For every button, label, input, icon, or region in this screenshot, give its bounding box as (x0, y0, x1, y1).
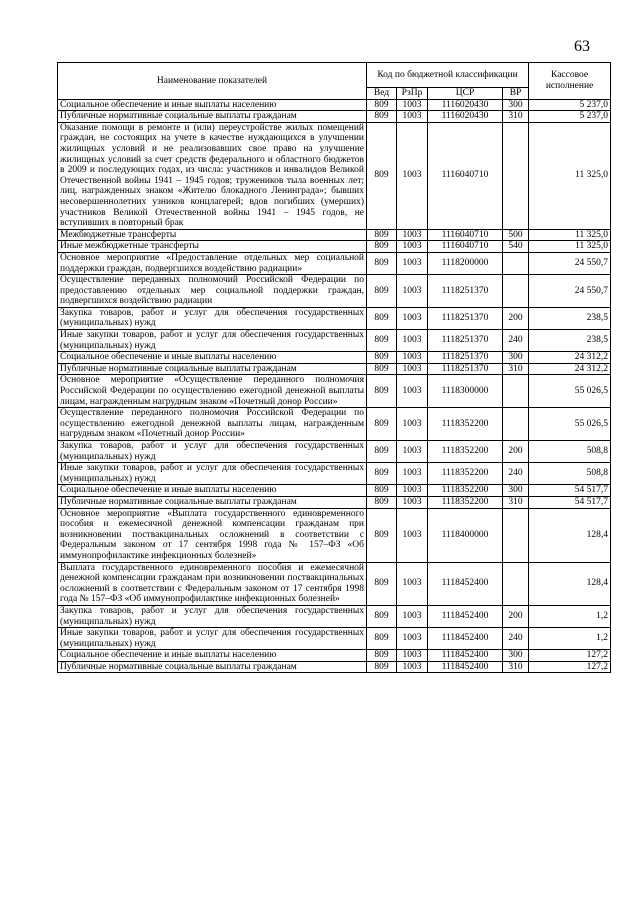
cell-sum: 508,8 (529, 463, 611, 485)
cell-ved: 809 (367, 463, 397, 485)
cell-csr: 1116040710 (428, 241, 503, 253)
cell-rzpr: 1003 (397, 628, 428, 650)
table-row (58, 605, 611, 627)
cell-csr: 1118352200 (428, 441, 503, 463)
cell-rzpr: 1003 (397, 441, 428, 463)
cell-vr (503, 508, 529, 562)
table-row (58, 408, 611, 441)
cell-ved: 809 (367, 375, 397, 408)
cell-rzpr: 1003 (397, 352, 428, 364)
cell-vr: 500 (503, 229, 529, 241)
cell-ved: 809 (367, 275, 397, 308)
cell-rzpr: 1003 (397, 375, 428, 408)
cell-name: Оказание помощи в ремонте и (или) переустройстве жилых помещений граждан, не состоящих на учете в качестве нуждающихся в улучшении жилищных условий и не реализовавших свое право на улучшение жилищных условий за счет средств федерального и областного бюджетов в 2009 и последующих годах, из числа: участников и инвалидов Великой Отечественной войны 1941 – 1945 годов; тружеников тыла военных лет; лиц, награжденных знаком «Жителю блокадного Ленинграда»; бывших несовершеннолетних узников концлагерей; вдов погибших (умерших) участников Великой Отечественной войны 1941 – 1945 годов, не вступивших в повторный брак (58, 122, 367, 229)
cell-sum: 1,2 (529, 628, 611, 650)
cell-csr: 1116040710 (428, 229, 503, 241)
cell-name: Иные закупки товаров, работ и услуг для обеспечения государственных (муниципальных) нужд (58, 463, 367, 485)
cell-ved: 809 (367, 99, 397, 111)
cell-vr: 310 (503, 111, 529, 123)
cell-name: Закупка товаров, работ и услуг для обеспечения государственных (муниципальных) нужд (58, 307, 367, 329)
cell-csr: 1118452400 (428, 562, 503, 605)
cell-sum: 55 026,5 (529, 375, 611, 408)
table-row (58, 352, 611, 364)
cell-csr: 1118400000 (428, 508, 503, 562)
cell-csr: 1116040710 (428, 122, 503, 229)
cell-sum: 24 312,2 (529, 352, 611, 364)
cell-ved: 809 (367, 508, 397, 562)
cell-sum: 5 237,0 (529, 111, 611, 123)
cell-sum: 127,2 (529, 650, 611, 662)
cell-ved: 809 (367, 241, 397, 253)
cell-sum: 55 026,5 (529, 408, 611, 441)
table-row (58, 485, 611, 497)
cell-vr (503, 275, 529, 308)
cell-csr: 1116020430 (428, 111, 503, 123)
cell-rzpr: 1003 (397, 508, 428, 562)
cell-ved: 809 (367, 252, 397, 274)
cell-name: Основное мероприятие «Предоставление отдельных мер социальной поддержки граждан, подвергшихся воздействию радиации» (58, 252, 367, 274)
cell-name: Социальное обеспечение и иные выплаты населению (58, 650, 367, 662)
cell-csr: 1118452400 (428, 661, 503, 673)
cell-name: Социальное обеспечение и иные выплаты населению (58, 99, 367, 111)
cell-vr: 200 (503, 605, 529, 627)
cell-rzpr: 1003 (397, 496, 428, 508)
table-row (58, 650, 611, 662)
cell-vr: 300 (503, 352, 529, 364)
table-row (58, 463, 611, 485)
cell-vr (503, 122, 529, 229)
table-row (58, 241, 611, 253)
cell-csr: 1118352200 (428, 408, 503, 441)
cell-ved: 809 (367, 229, 397, 241)
cell-csr: 1118352200 (428, 463, 503, 485)
cell-rzpr: 1003 (397, 562, 428, 605)
cell-sum: 11 325,0 (529, 241, 611, 253)
cell-rzpr: 1003 (397, 650, 428, 662)
cell-rzpr: 1003 (397, 363, 428, 375)
cell-rzpr: 1003 (397, 99, 428, 111)
table-row (58, 275, 611, 308)
cell-name: Публичные нормативные социальные выплаты гражданам (58, 111, 367, 123)
cell-sum: 238,5 (529, 307, 611, 329)
cell-ved: 809 (367, 408, 397, 441)
cell-csr: 1118452400 (428, 650, 503, 662)
cell-name: Социальное обеспечение и иные выплаты населению (58, 485, 367, 497)
cell-ved: 809 (367, 122, 397, 229)
cell-sum: 508,8 (529, 441, 611, 463)
cell-csr: 1118251370 (428, 307, 503, 329)
table-row (58, 252, 611, 274)
cell-name: Межбюджетные трансферты (58, 229, 367, 241)
cell-vr: 310 (503, 661, 529, 673)
cell-name: Основное мероприятие «Осуществление переданного полномочия Российской Федерации по осуществлению ежегодной денежной выплаты лицам, награжденным нагрудным знаком «Почетный донор России» (58, 375, 367, 408)
cell-vr: 300 (503, 99, 529, 111)
cell-vr: 300 (503, 485, 529, 497)
cell-vr: 540 (503, 241, 529, 253)
cell-ved: 809 (367, 352, 397, 364)
table-row (58, 99, 611, 111)
cell-ved: 809 (367, 562, 397, 605)
cell-ved: 809 (367, 661, 397, 673)
table-row (58, 363, 611, 375)
cell-name: Закупка товаров, работ и услуг для обеспечения государственных (муниципальных) нужд (58, 441, 367, 463)
cell-name: Публичные нормативные социальные выплаты гражданам (58, 496, 367, 508)
table-row (58, 375, 611, 408)
cell-rzpr: 1003 (397, 330, 428, 352)
cell-sum: 24 550,7 (529, 275, 611, 308)
cell-vr: 310 (503, 363, 529, 375)
table-row (58, 441, 611, 463)
cell-ved: 809 (367, 441, 397, 463)
cell-vr: 310 (503, 496, 529, 508)
cell-csr: 1118352200 (428, 496, 503, 508)
cell-rzpr: 1003 (397, 463, 428, 485)
table-row (58, 496, 611, 508)
cell-sum: 128,4 (529, 562, 611, 605)
cell-name: Иные закупки товаров, работ и услуг для обеспечения государственных (муниципальных) нужд (58, 330, 367, 352)
cell-csr: 1118452400 (428, 605, 503, 627)
header-code-group: Код по бюджетной классификации (367, 63, 529, 88)
cell-csr: 1118300000 (428, 375, 503, 408)
cell-ved: 809 (367, 111, 397, 123)
cell-sum: 238,5 (529, 330, 611, 352)
cell-rzpr: 1003 (397, 307, 428, 329)
cell-rzpr: 1003 (397, 111, 428, 123)
cell-rzpr: 1003 (397, 605, 428, 627)
cell-ved: 809 (367, 496, 397, 508)
cell-sum: 127,2 (529, 661, 611, 673)
cell-csr: 1118251370 (428, 275, 503, 308)
cell-vr: 240 (503, 628, 529, 650)
cell-rzpr: 1003 (397, 122, 428, 229)
table-row (58, 111, 611, 123)
cell-rzpr: 1003 (397, 485, 428, 497)
table-row (58, 122, 611, 229)
page-number: 63 (574, 38, 590, 55)
cell-sum: 11 325,0 (529, 229, 611, 241)
cell-ved: 809 (367, 628, 397, 650)
table-body (58, 99, 611, 673)
cell-name: Выплата государственного единовременного пособия и ежемесячной денежной компенсации гражданам при возникновении поствакцинальных осложнений в соответствии с Федеральным законом от 17 сентября 1998 года № 157–ФЗ «Об иммунопрофилактике инфекционных болезней» (58, 562, 367, 605)
table-row (58, 330, 611, 352)
cell-ved: 809 (367, 330, 397, 352)
cell-name: Осуществление переданных полномочий Российской Федерации по предоставлению отдельных мер социальной поддержки граждан, подвергшихся воздействию радиации (58, 275, 367, 308)
header-csr: ЦСР (428, 88, 503, 100)
table-row (58, 562, 611, 605)
cell-rzpr: 1003 (397, 661, 428, 673)
cell-name: Осуществление переданного полномочия Российской Федерации по осуществлению ежегодной денежной выплаты лицам, награжденным нагрудным знаком «Почетный донор России» (58, 408, 367, 441)
cell-name: Иные закупки товаров, работ и услуг для обеспечения государственных (муниципальных) нужд (58, 628, 367, 650)
table-row (58, 508, 611, 562)
cell-name: Публичные нормативные социальные выплаты гражданам (58, 661, 367, 673)
header-ved: Вед (367, 88, 397, 100)
cell-csr: 1116020430 (428, 99, 503, 111)
header-vr: ВР (503, 88, 529, 100)
cell-sum: 5 237,0 (529, 99, 611, 111)
cell-vr: 240 (503, 463, 529, 485)
cell-rzpr: 1003 (397, 229, 428, 241)
cell-vr: 300 (503, 650, 529, 662)
cell-csr: 1118251370 (428, 352, 503, 364)
cell-sum: 24 550,7 (529, 252, 611, 274)
table-row (58, 307, 611, 329)
cell-ved: 809 (367, 363, 397, 375)
cell-csr: 1118200000 (428, 252, 503, 274)
cell-ved: 809 (367, 485, 397, 497)
cell-vr (503, 375, 529, 408)
cell-vr: 200 (503, 441, 529, 463)
cell-csr: 1118452400 (428, 628, 503, 650)
cell-rzpr: 1003 (397, 275, 428, 308)
cell-csr: 1118251370 (428, 363, 503, 375)
cell-ved: 809 (367, 650, 397, 662)
cell-name: Основное мероприятие «Выплата государственного единовременного пособия и ежемесячной денежной компенсации гражданам при возникновении поствакцинальных осложнений в соответствии с Федеральным законом от 17 сентября 1998 года № 157–ФЗ «Об иммунопрофилактике инфекционных болезней» (58, 508, 367, 562)
cell-rzpr: 1003 (397, 241, 428, 253)
cell-csr: 1118251370 (428, 330, 503, 352)
cell-name: Публичные нормативные социальные выплаты гражданам (58, 363, 367, 375)
cell-sum: 128,4 (529, 508, 611, 562)
cell-rzpr: 1003 (397, 252, 428, 274)
table-row (58, 229, 611, 241)
header-name: Наименование показателей (58, 63, 367, 100)
table-row (58, 628, 611, 650)
table-row (58, 661, 611, 673)
cell-sum: 11 325,0 (529, 122, 611, 229)
header-cash: Кассовое исполнение (529, 63, 611, 100)
header-rzpr: РзПр (397, 88, 428, 100)
cell-sum: 24 312,2 (529, 363, 611, 375)
cell-name: Иные межбюджетные трансферты (58, 241, 367, 253)
cell-sum: 54 517,7 (529, 485, 611, 497)
cell-name: Социальное обеспечение и иные выплаты населению (58, 352, 367, 364)
cell-vr (503, 408, 529, 441)
cell-rzpr: 1003 (397, 408, 428, 441)
cell-name: Закупка товаров, работ и услуг для обеспечения государственных (муниципальных) нужд (58, 605, 367, 627)
cell-vr (503, 562, 529, 605)
budget-table (57, 62, 611, 673)
cell-vr: 240 (503, 330, 529, 352)
cell-sum: 54 517,7 (529, 496, 611, 508)
cell-ved: 809 (367, 605, 397, 627)
cell-vr (503, 252, 529, 274)
cell-sum: 1,2 (529, 605, 611, 627)
cell-ved: 809 (367, 307, 397, 329)
cell-csr: 1118352200 (428, 485, 503, 497)
cell-vr: 200 (503, 307, 529, 329)
